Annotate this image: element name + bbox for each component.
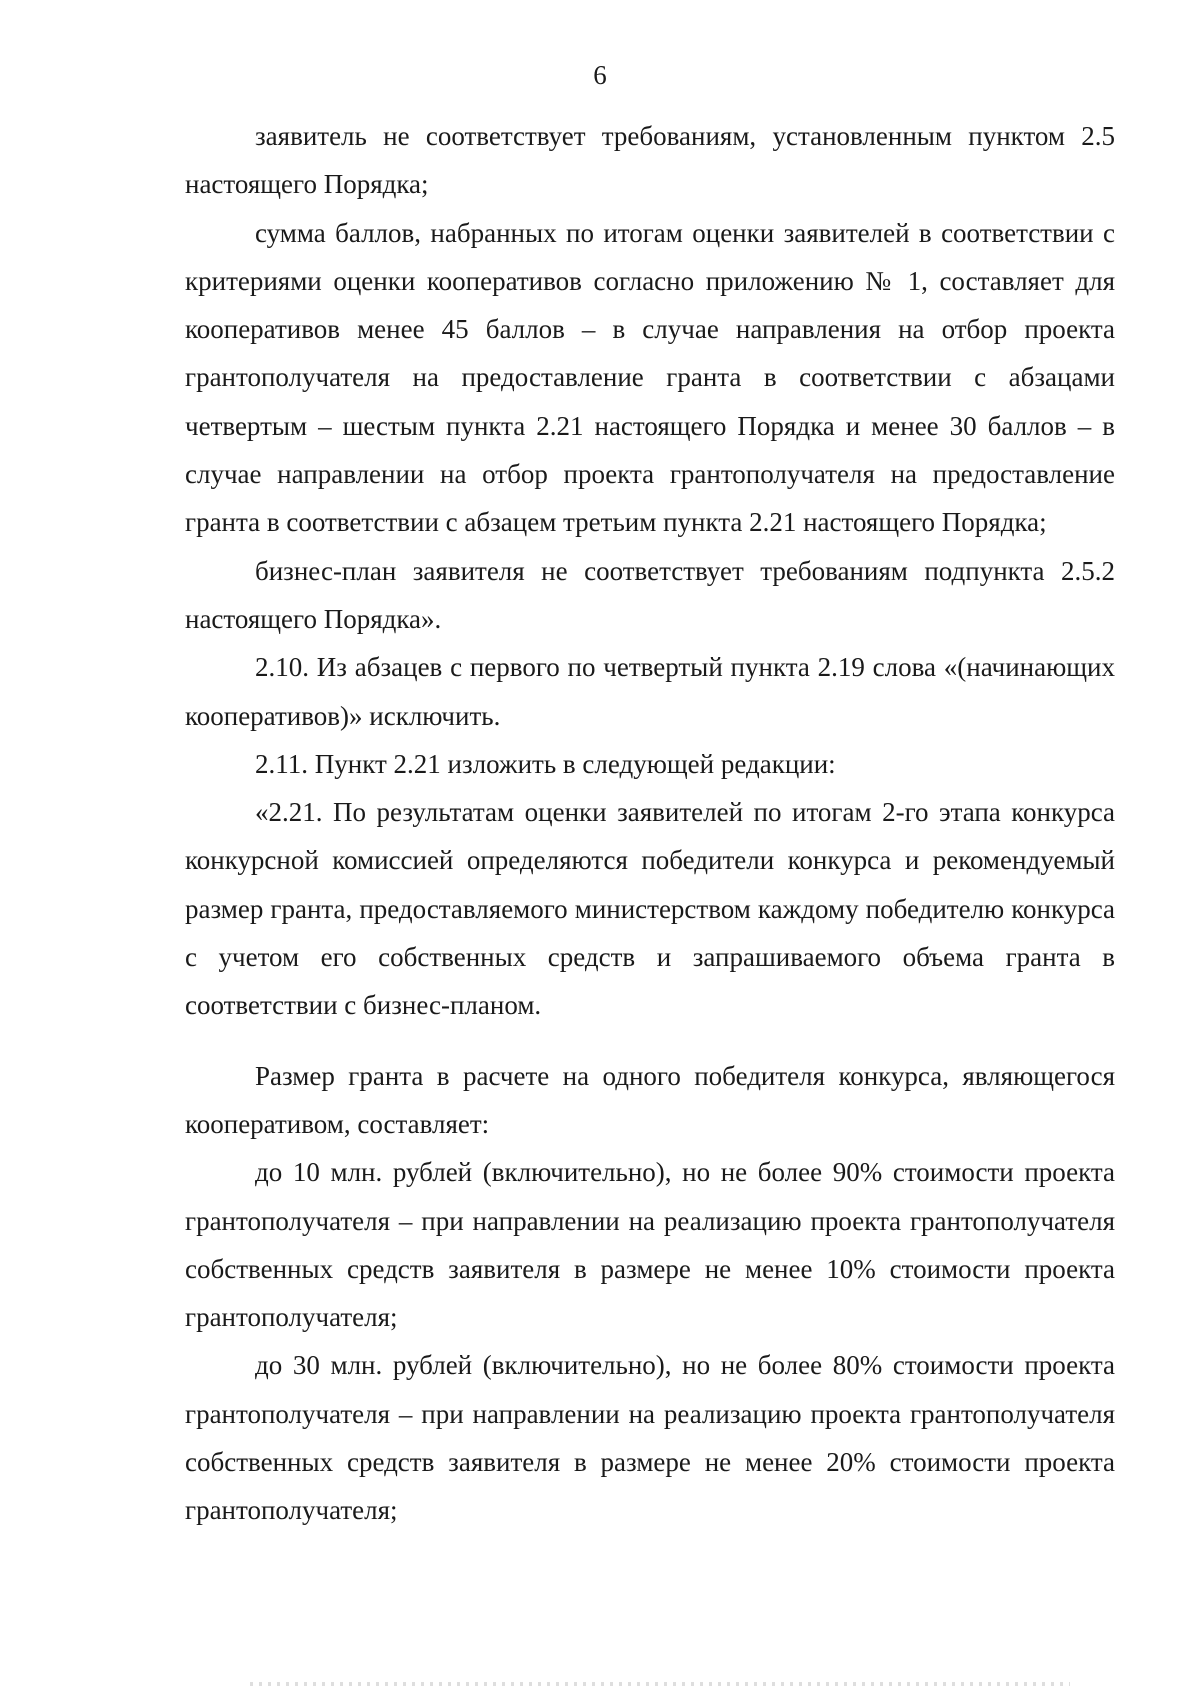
paragraph-up-to-30m: до 30 млн. рублей (включительно), но не более 80% стоимости проекта грантополучателя – при направлении на реализацию проекта грантополучателя собственных средств заявителя в размере не менее 20% стоимости проекта грантополучателя; <box>185 1350 1115 1526</box>
paragraph-2-11: 2.11. Пункт 2.21 изложить в следующей редакции: <box>255 748 836 779</box>
paragraph-2-21: «2.21. По результатам оценки заявителей по итогам 2-го этапа конкурса конкурсной комиссией определяются победители конкурса и рекомендуемый размер гранта, предоставляемого министерством каждому победителю конкурса с учетом его собственных средств и запрашиваемого объема гранта в соответствии с бизнес-планом. <box>185 797 1115 1021</box>
paragraph-2-10: 2.10. Из абзацев с первого по четвертый пункта 2.19 слова «(начинающих кооперативов)» исключить. <box>185 652 1115 731</box>
scan-bottom-artifact <box>250 1682 1070 1686</box>
paragraph-up-to-10m: до 10 млн. рублей (включительно), но не более 90% стоимости проекта грантополучателя – при направлении на реализацию проекта грантополучателя собственных средств заявителя в размере не менее 10% стоимости проекта грантополучателя; <box>185 1157 1115 1333</box>
document-body <box>185 112 1115 1535</box>
paragraph-business-plan: бизнес-план заявителя не соответствует требованиям подпункта 2.5.2 настоящего Порядка». <box>185 555 1115 634</box>
paragraph-applicant-requirements: заявитель не соответствует требованиям, установленным пунктом 2.5 настоящего Порядка; <box>185 121 1115 200</box>
paragraph-score-threshold: сумма баллов, набранных по итогам оценки заявителей в соответствии с критериями оценки кооперативов согласно приложению № 1, составляет для кооперативов менее 45 баллов – в случае направления на отбор проекта грантополучателя на предоставление гранта в соответствии с абзацами четвертым – шестым пункта 2.21 настоящего Порядка и менее 30 баллов – в случае направлении на отбор проекта грантополучателя на предоставление гранта в соответствии с абзацем третьим пункта 2.21 настоящего Порядка; <box>185 217 1115 538</box>
paragraph-grant-size: Размер гранта в расчете на одного победителя конкурса, являющегося кооперативом, составляет: <box>185 1060 1115 1139</box>
page-number: 6 <box>593 60 607 90</box>
